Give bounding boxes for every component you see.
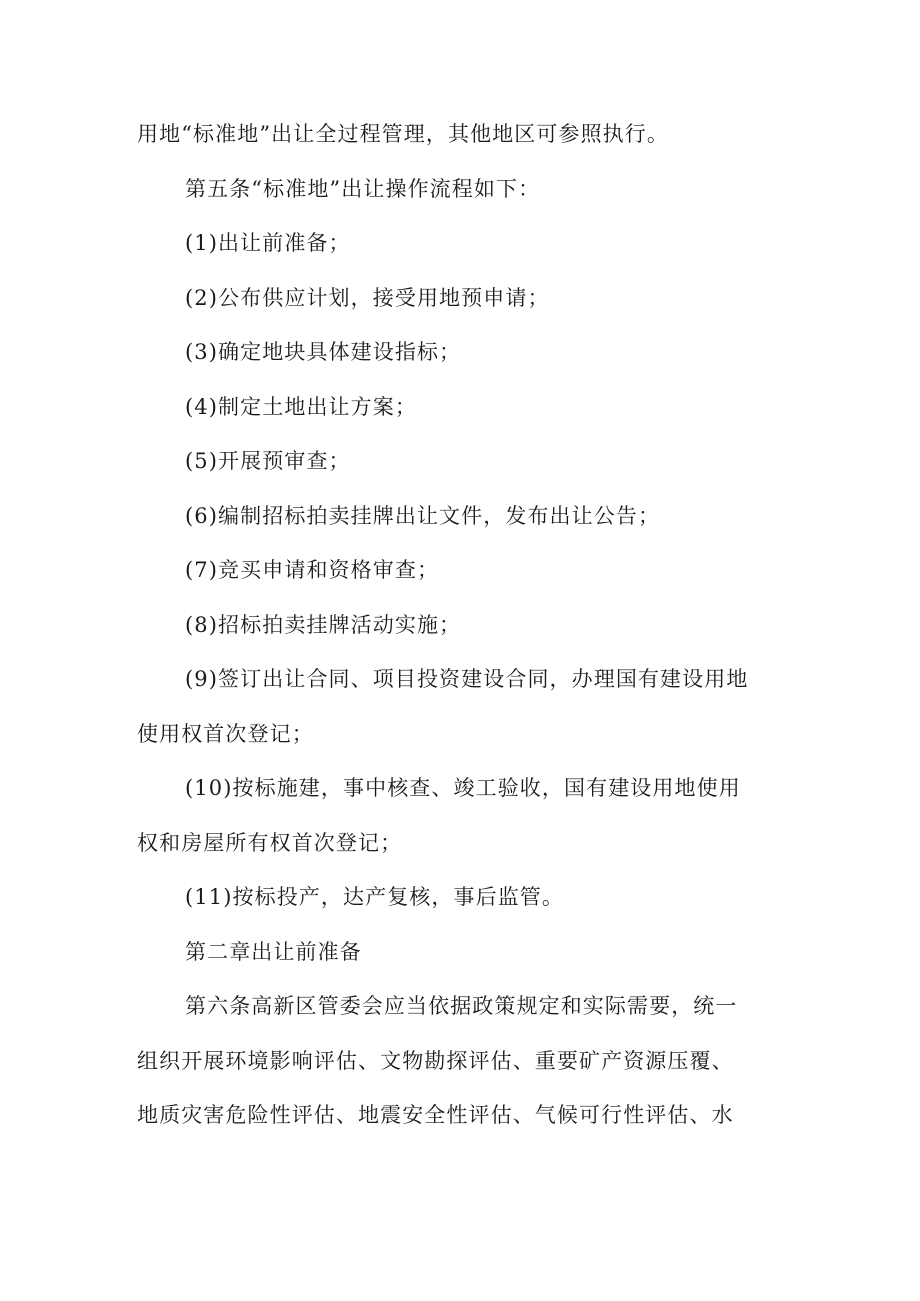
step-11: (11)按标投产，达产复核，事后监管。 bbox=[185, 885, 565, 909]
article-6-line-1: 第六条高新区管委会应当依据政策规定和实际需要，统一 bbox=[185, 994, 738, 1018]
step-10-line-2: 权和房屋所有权首次登记； bbox=[137, 830, 403, 855]
step-8: (8)招标拍卖挂牌活动实施； bbox=[185, 612, 462, 637]
article-6-line-2: 组织开展环境影响评估、文物勘探评估、重要矿产资源压覆、 bbox=[137, 1048, 734, 1073]
chapter-2-heading: 第二章出让前准备 bbox=[185, 939, 362, 964]
document-body bbox=[137, 107, 777, 1143]
step-10-line-1: (10)按标施建，事中核查、竣工验收，国有建设用地使用 bbox=[185, 776, 741, 800]
step-2: (2)公布供应计划，接受用地预申请； bbox=[185, 285, 550, 310]
step-4: (4)制定土地出让方案； bbox=[185, 394, 417, 419]
step-9-line-1: (9)签订出让合同、项目投资建设合同，办理国有建设用地 bbox=[185, 667, 749, 691]
step-9-line-2: 使用权首次登记； bbox=[137, 721, 314, 746]
line-intro-end: 用地“标准地”出让全过程管理，其他地区可参照执行。 bbox=[137, 122, 669, 146]
step-1: (1)出让前准备； bbox=[185, 231, 351, 255]
step-7: (7)竞买申请和资格审查； bbox=[185, 558, 440, 582]
article-6-line-3: 地质灾害危险性评估、地震安全性评估、气候可行性评估、水 bbox=[137, 1103, 734, 1127]
step-5: (5)开展预审查； bbox=[185, 449, 351, 473]
article-5-heading: 第五条“标准地”出让操作流程如下： bbox=[185, 176, 541, 201]
step-6: (6)编制招标拍卖挂牌出让文件，发布出让公告； bbox=[185, 503, 661, 528]
step-3: (3)确定地块具体建设指标； bbox=[185, 340, 462, 364]
